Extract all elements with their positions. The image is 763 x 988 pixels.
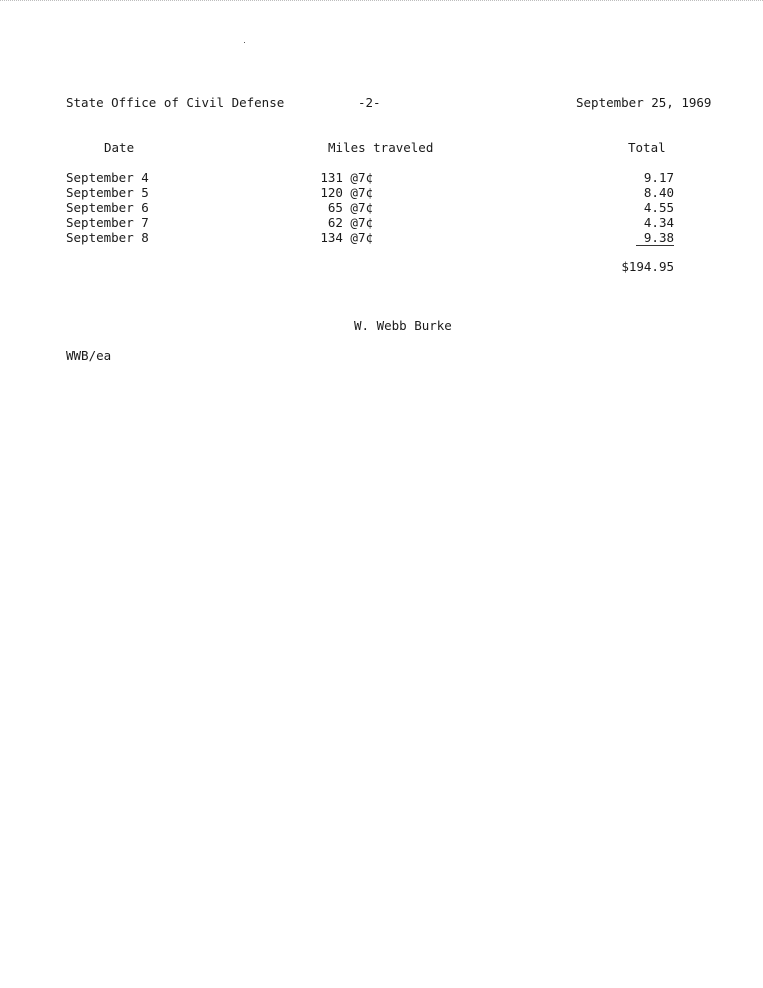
row-date: September 8: [66, 230, 149, 245]
row-total: 9.38: [636, 230, 674, 246]
column-header-miles: Miles traveled: [328, 140, 434, 155]
table-row: [0, 200, 763, 215]
table-row: [0, 215, 763, 230]
row-total: 9.17: [643, 170, 674, 185]
row-date: September 7: [66, 215, 149, 230]
top-dotted-rule: [0, 0, 763, 1]
scan-speck: [244, 42, 245, 43]
row-miles: 134 @7¢: [320, 230, 373, 245]
row-total: 8.40: [643, 185, 674, 200]
table-row: [0, 170, 763, 185]
row-total: 4.34: [643, 215, 674, 230]
table-row: [0, 230, 763, 245]
column-header-date: Date: [104, 140, 135, 155]
organization-name: State Office of Civil Defense: [66, 95, 285, 110]
row-date: September 4: [66, 170, 149, 185]
grand-total: $194.95: [621, 259, 674, 274]
column-header-total: Total: [628, 140, 666, 155]
row-miles: 131 @7¢: [320, 170, 373, 185]
page-number: -2-: [358, 95, 381, 110]
mileage-table: [0, 170, 763, 245]
row-date: September 6: [66, 200, 149, 215]
row-miles: 120 @7¢: [320, 185, 373, 200]
row-miles: 62 @7¢: [327, 215, 373, 230]
reference-initials: WWB/ea: [66, 348, 112, 363]
table-row: [0, 185, 763, 200]
row-total: 4.55: [643, 200, 674, 215]
row-miles: 65 @7¢: [327, 200, 373, 215]
signature-name: W. Webb Burke: [354, 318, 452, 333]
letter-date: September 25, 1969: [576, 95, 712, 110]
row-date: September 5: [66, 185, 149, 200]
